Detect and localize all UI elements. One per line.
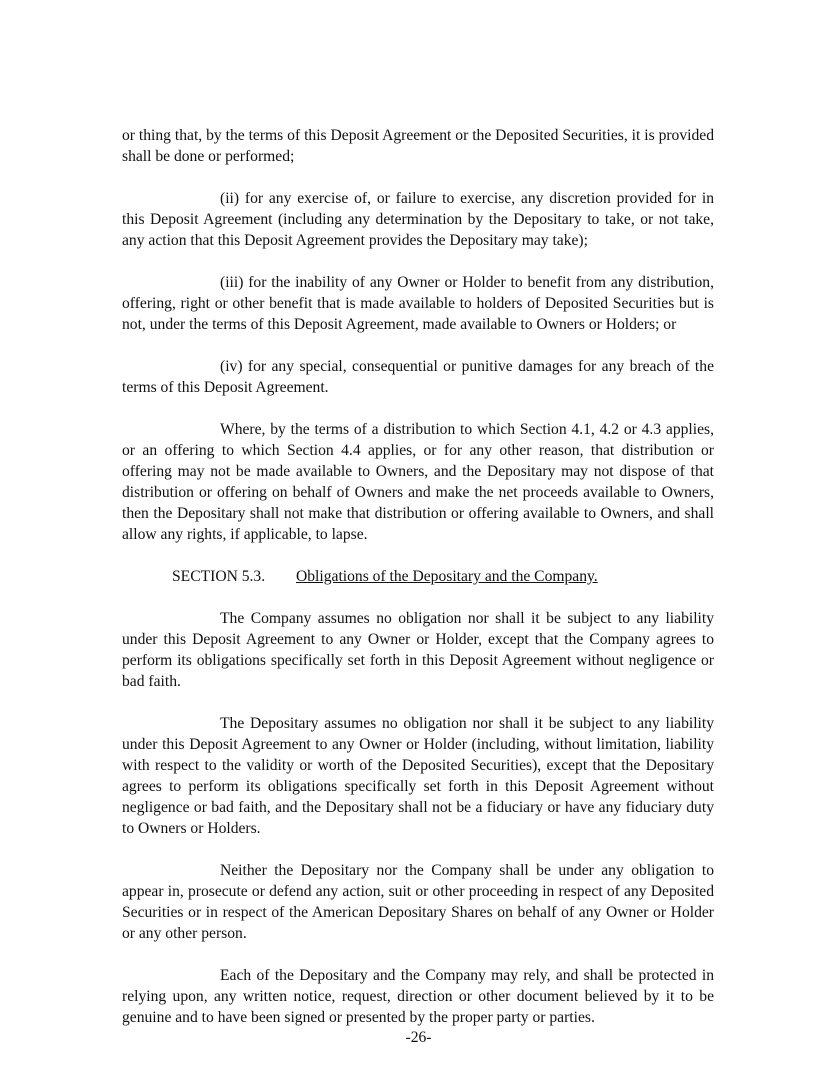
section-heading	[122, 566, 714, 587]
paragraph-depositary-obligation: The Depositary assumes no obligation nor shall it be subject to any liability under this Deposit Agreement to any Owner or Holder (including, without limitation, liability with respect to the validity or worth of the Deposited Securities), except that the Depositary agrees to perform its obligations specifically set forth in this Deposit Agreement without negligence or bad faith, and the Depositary shall not be a fiduciary or have any fiduciary duty to Owners or Holders.	[122, 715, 714, 837]
document-body	[122, 125, 714, 1049]
paragraph-clause-iii: (iii) for the inability of any Owner or Holder to benefit from any distribution, offering, right or other benefit that is made available to holders of Deposited Securities but is not, under the terms of this Deposit Agreement, made available to Owners or Holders; or	[122, 274, 714, 333]
paragraph-clause-ii: (ii) for any exercise of, or failure to exercise, any discretion provided for in this Deposit Agreement (including any determination by the Depositary to take, or not take, any action that this Deposit Agreement provides the Depositary may take);	[122, 190, 714, 249]
paragraph-no-obligation-to-defend: Neither the Depositary nor the Company shall be under any obligation to appear in, prosecute or defend any action, suit or other proceeding in respect of any Deposited Securities or in respect of the American Depositary Shares on behalf of any Owner or Holder or any other person.	[122, 862, 714, 942]
section-number: SECTION 5.3.	[172, 568, 266, 585]
section-title: Obligations of the Depositary and the Company.	[296, 568, 598, 585]
paragraph-distribution-lapse: Where, by the terms of a distribution to which Section 4.1, 4.2 or 4.3 applies, or an offering to which Section 4.4 applies, or for any other reason, that distribution or offering may not be made available to Owners, and the Depositary may not dispose of that distribution or offering on behalf of Owners and make the net proceeds available to Owners, then the Depositary shall not make that distribution or offering available to Owners, and shall allow any rights, if applicable, to lapse.	[122, 421, 714, 543]
paragraph-continuation: or thing that, by the terms of this Deposit Agreement or the Deposited Securities, it is provided shall be done or performed;	[122, 127, 714, 165]
paragraph-company-obligation: The Company assumes no obligation nor shall it be subject to any liability under this Deposit Agreement to any Owner or Holder, except that the Company agrees to perform its obligations specifically set forth in this Deposit Agreement without negligence or bad faith.	[122, 610, 714, 690]
page-number: -26-	[405, 1029, 432, 1046]
paragraph-reliance: Each of the Depositary and the Company may rely, and shall be protected in relying upon, any written notice, request, direction or other document believed by it to be genuine and to have been signed or presented by the proper party or parties.	[122, 967, 714, 1026]
paragraph-clause-iv: (iv) for any special, consequential or punitive damages for any breach of the terms of this Deposit Agreement.	[122, 358, 714, 396]
